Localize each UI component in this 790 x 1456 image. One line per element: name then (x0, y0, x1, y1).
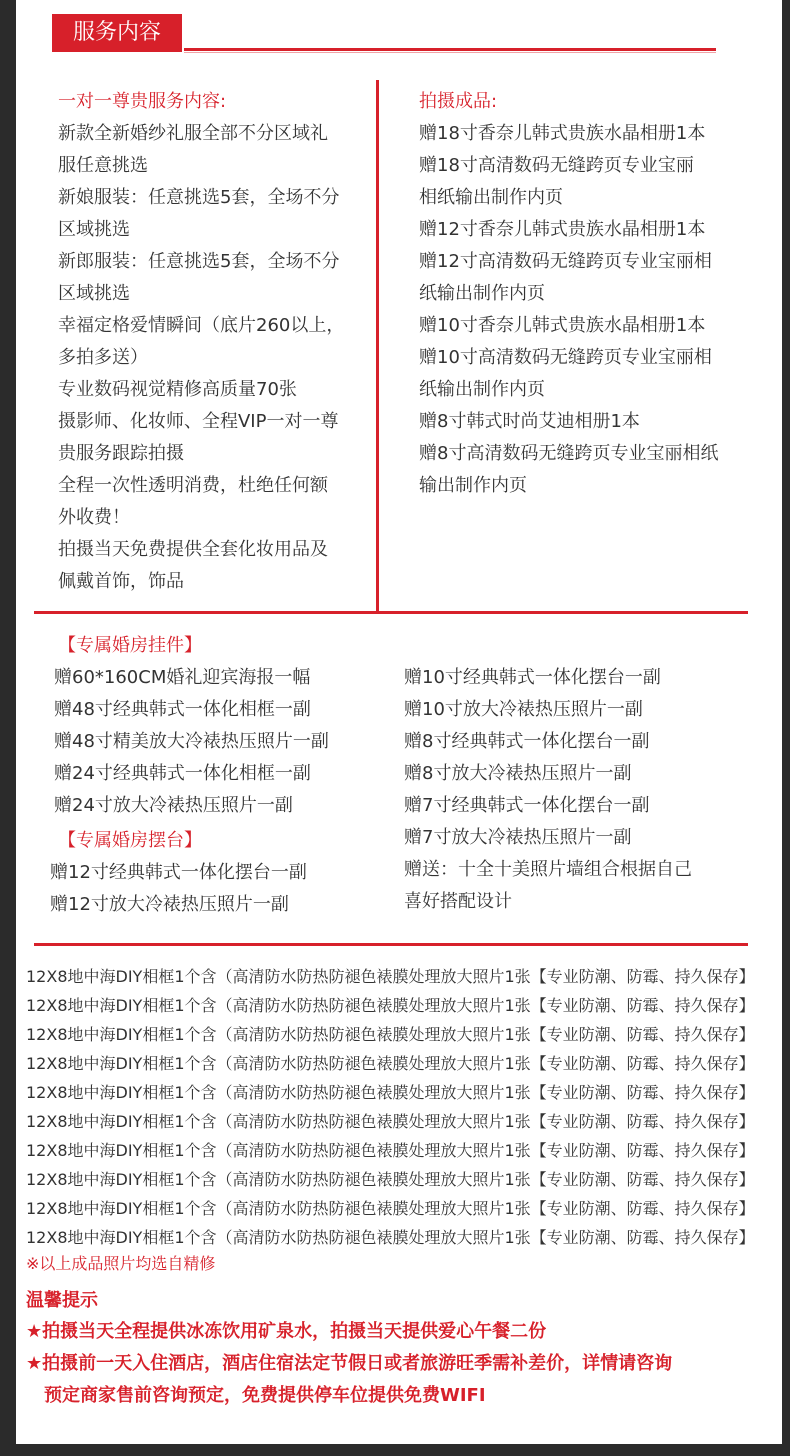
title-underline (184, 48, 716, 51)
service-line: 服任意挑选 (58, 155, 148, 176)
finished-products-heading: 拍摄成品: (419, 91, 498, 112)
service-line: 幸福定格爱情瞬间（底片260以上， (58, 315, 345, 336)
product-line: 相纸输出制作内页 (419, 187, 563, 208)
extras-item: 喜好搭配设计 (404, 891, 512, 912)
frame-row: 12X8地中海DIY相框1个含（高清防水防热防褪色裱膜处理放大照片1张【专业防潮、防霉、持久保存】 (26, 1112, 755, 1131)
table-decor-item: 赠12寸经典韩式一体化摆台一副 (50, 862, 307, 883)
service-line: 外收费！ (58, 507, 130, 528)
product-line: 纸输出制作内页 (419, 379, 545, 400)
frame-row: 12X8地中海DIY相框1个含（高清防水防热防褪色裱膜处理放大照片1张【专业防潮、防霉、持久保存】 (26, 1199, 755, 1218)
extras-item: 赠送：十全十美照片墙组合根据自己 (404, 859, 692, 880)
service-line: 摄影师、化妆师、全程VIP一对一尊 (58, 411, 339, 432)
service-line: 贵服务跟踪拍摄 (58, 443, 184, 464)
title-underline-thin (184, 52, 716, 53)
extras-item: 赠10寸放大冷裱热压照片一副 (404, 699, 643, 720)
product-line: 赠10寸高清数码无缝跨页专业宝丽相 (419, 347, 712, 368)
frame-row: 12X8地中海DIY相框1个含（高清防水防热防褪色裱膜处理放大照片1张【专业防潮、防霉、持久保存】 (26, 1054, 755, 1073)
product-line: 赠18寸高清数码无缝跨页专业宝丽 (419, 155, 694, 176)
service-panel (16, 0, 782, 1444)
section-divider (34, 611, 748, 614)
service-line: 区域挑选 (58, 283, 130, 304)
service-line: 拍摄当天免费提供全套化妆用品及 (58, 539, 328, 560)
wall-hanging-list (54, 662, 329, 822)
frame-row: 12X8地中海DIY相框1个含（高清防水防热防褪色裱膜处理放大照片1张【专业防潮、防霉、持久保存】 (26, 1141, 755, 1160)
service-line: 新郎服装：任意挑选5套，全场不分 (58, 251, 340, 272)
table-decor-list (50, 857, 307, 921)
service-content-heading: 一对一尊贵服务内容: (58, 91, 227, 112)
frame-row: 12X8地中海DIY相框1个含（高清防水防热防褪色裱膜处理放大照片1张【专业防潮、防霉、持久保存】 (26, 1170, 755, 1189)
extras-item: 赠8寸经典韩式一体化摆台一副 (404, 731, 650, 752)
service-line: 区域挑选 (58, 219, 130, 240)
extras-item: 赠8寸放大冷裱热压照片一副 (404, 763, 632, 784)
service-line: 全程一次性透明消费，杜绝任何额 (58, 475, 328, 496)
extras-item: 赠10寸经典韩式一体化摆台一副 (404, 667, 661, 688)
wall-hanging-item: 赠24寸经典韩式一体化相框一副 (54, 763, 311, 784)
service-content-column (58, 86, 368, 598)
table-decor-item: 赠12寸放大冷裱热压照片一副 (50, 894, 289, 915)
product-line: 赠12寸香奈儿韩式贵族水晶相册1本 (419, 219, 706, 240)
product-line: 纸输出制作内页 (419, 283, 545, 304)
frame-row: 12X8地中海DIY相框1个含（高清防水防热防褪色裱膜处理放大照片1张【专业防潮、防霉、持久保存】 (26, 1228, 755, 1247)
tips-list (26, 1316, 672, 1412)
service-line: 专业数码视觉精修高质量70张 (58, 379, 297, 400)
tip-line: ★拍摄当天全程提供冰冻饮用矿泉水，拍摄当天提供爱心午餐二份 (26, 1321, 547, 1342)
wall-hanging-heading: 【专属婚房挂件】 (58, 635, 202, 656)
product-line: 赠8寸韩式时尚艾迪相册1本 (419, 411, 640, 432)
service-line: 新娘服装：任意挑选5套，全场不分 (58, 187, 340, 208)
tip-line: ★拍摄前一天入住酒店，酒店住宿法定节假日或者旅游旺季需补差价，详情请咨询 (26, 1353, 673, 1374)
product-line: 赠18寸香奈儿韩式贵族水晶相册1本 (419, 123, 706, 144)
wall-hanging-item: 赠48寸经典韩式一体化相框一副 (54, 699, 311, 720)
service-line: 多拍多送） (58, 347, 148, 368)
section-divider (34, 943, 748, 946)
wall-hanging-item: 赠24寸放大冷裱热压照片一副 (54, 795, 293, 816)
product-line: 赠10寸香奈儿韩式贵族水晶相册1本 (419, 315, 706, 336)
retouch-note: ※以上成品照片均选自精修 (26, 1254, 216, 1273)
service-line: 佩戴首饰，饰品 (58, 571, 184, 592)
tip-line: 预定商家售前咨询预定，免费提供停车位提供免费WIFI (44, 1385, 486, 1406)
finished-products-column (419, 86, 749, 502)
table-decor-heading: 【专属婚房摆台】 (58, 830, 202, 851)
frame-list (26, 962, 755, 1252)
frame-row: 12X8地中海DIY相框1个含（高清防水防热防褪色裱膜处理放大照片1张【专业防潮、防霉、持久保存】 (26, 1025, 755, 1044)
service-line: 新款全新婚纱礼服全部不分区域礼 (58, 123, 328, 144)
tips-title: 温馨提示 (26, 1290, 98, 1311)
frame-row: 12X8地中海DIY相框1个含（高清防水防热防褪色裱膜处理放大照片1张【专业防潮、防霉、持久保存】 (26, 967, 755, 986)
frame-row: 12X8地中海DIY相框1个含（高清防水防热防褪色裱膜处理放大照片1张【专业防潮、防霉、持久保存】 (26, 996, 755, 1015)
extras-item: 赠7寸经典韩式一体化摆台一副 (404, 795, 650, 816)
product-line: 赠8寸高清数码无缝跨页专业宝丽相纸 (419, 443, 719, 464)
extras-list (404, 662, 692, 918)
extras-item: 赠7寸放大冷裱热压照片一副 (404, 827, 632, 848)
product-line: 输出制作内页 (419, 475, 527, 496)
frame-row: 12X8地中海DIY相框1个含（高清防水防热防褪色裱膜处理放大照片1张【专业防潮、防霉、持久保存】 (26, 1083, 755, 1102)
wall-hanging-item: 赠48寸精美放大冷裱热压照片一副 (54, 731, 329, 752)
column-divider (376, 80, 379, 612)
wall-hanging-item: 赠60*160CM婚礼迎宾海报一幅 (54, 667, 311, 688)
product-line: 赠12寸高清数码无缝跨页专业宝丽相 (419, 251, 712, 272)
section-title: 服务内容 (52, 14, 182, 52)
